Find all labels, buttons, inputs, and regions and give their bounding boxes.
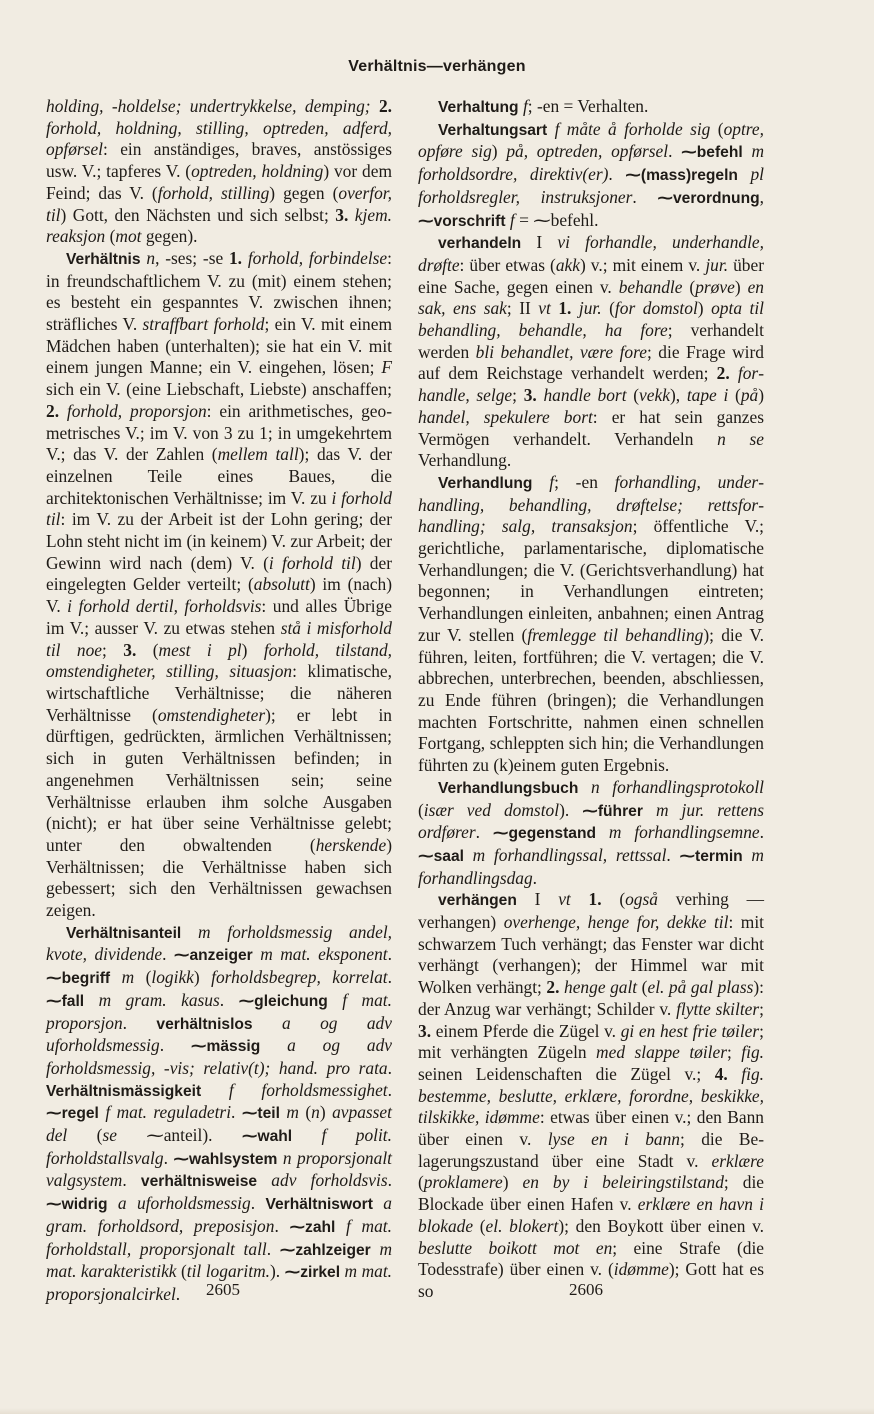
entry-text: ): der Anzug war verhängt; Schilder v. (418, 977, 765, 1019)
entry-text: . (266, 1238, 280, 1259)
translation-text: på (740, 385, 759, 406)
entry-text: ) vor dem Feind; das V. ( (46, 161, 392, 203)
entry-text: ( (418, 799, 424, 820)
entry-text: ( (682, 276, 696, 297)
entry-text (110, 967, 121, 987)
translation-text: el. blokert (485, 1215, 559, 1236)
translation-text: n se (717, 428, 765, 449)
entry-text: ); das V. der einzelnen Teile eines Baues, die architektonischen Verhältnisse; im V. zu (46, 444, 393, 508)
entry-text: ) gegen ( (269, 182, 339, 203)
entry-text: ) (491, 141, 507, 162)
entry-text: . (387, 1057, 392, 1078)
entry-text: ); die V. führen, leiten, fortführen; die V. vertagen; die V. abbrechen, unterbrechen, beenden, abschliessen, zu Ende führen (bringen); die Verhandlungen machten Fortschritte, nahmen einen schnellen Fortgang, schleppten sich hin; die Verhandlungen führten zu (k)einem guten Ergebnis. (418, 624, 764, 776)
translation-text: forhold, stilling (157, 182, 270, 203)
entry-text (328, 990, 342, 1010)
headword: Verhaltung (438, 99, 519, 116)
entry-text (532, 472, 549, 492)
translation-text: a gram. forholdsord, preposisjon (46, 1193, 392, 1236)
translation-text: forhold, tilstand, omstendigheter, stilling, situasjon (46, 639, 393, 682)
entry-text: ; eine Strafe (die Todesstrafe) über einen v. ( (418, 1237, 764, 1280)
entry-text: I (516, 889, 559, 910)
entry-text: ( (626, 385, 640, 406)
entry-text: ; ein V. mit einem Mädchen haben (unterhalten); sie hat ein V. mit einem jungen Manne; ein V. eingehen, lösen; (46, 314, 392, 378)
translation-text: a uforholdsmessig (117, 1193, 251, 1214)
translation-text: f (549, 471, 555, 492)
entry-text (108, 1193, 118, 1213)
entry-text: ( (601, 889, 626, 910)
sense-number: 2. (46, 400, 60, 421)
headword: ⁓gleichung (238, 992, 328, 1010)
page-edge (0, 1408, 874, 1414)
translation-text: i forhold til (46, 487, 392, 530)
sense-number: 1. (228, 247, 243, 268)
headword: ⁓wahlsystem (173, 1150, 278, 1168)
translation-text: mest i pl (158, 639, 242, 660)
entry-text: ( (105, 226, 116, 247)
headword: verhältnislos (156, 1015, 253, 1033)
entry-text: Verhandlung. (418, 450, 512, 471)
dictionary-entry (418, 232, 764, 472)
translation-text: en sak, ens sak (418, 276, 764, 319)
translation-text: m mat. proporsjonalcirkel (46, 1261, 392, 1304)
translation-text: en by i beleiringstilstand (522, 1172, 724, 1193)
translation-text: vi forhandle, underhandle, drøfte (418, 232, 764, 275)
entry-text: ) Gott, den Nächsten und sich selbst; (60, 204, 336, 225)
translation-text: omstendigheter (157, 704, 266, 725)
translation-text: vt (538, 298, 551, 319)
translation-text: vt (558, 889, 571, 910)
translation-text: jur. (705, 254, 729, 275)
entry-text: ) (758, 385, 765, 406)
sense-number: 2. (378, 96, 392, 116)
translation-text: akk (555, 254, 580, 275)
entry-text: ) (193, 967, 212, 988)
entry-text: . (250, 1193, 266, 1214)
headword: ⁓vorschrift (418, 212, 506, 230)
entry-text: , (759, 186, 764, 207)
entry-text: . (608, 164, 626, 185)
translation-text: opta til behandling, behandle, ha fore (418, 298, 765, 341)
translation-text: for domstol (614, 298, 698, 319)
entry-text: . (666, 844, 680, 865)
translation-text: logikk (151, 967, 194, 988)
entry-text: gegen). (141, 226, 198, 247)
translation-text: n proporsjonalt valgsystem (46, 1147, 392, 1191)
entry-text: einem Pferde die Zügel v. (431, 1020, 621, 1041)
translation-text: el. på gal plass (647, 977, 754, 998)
entry-text: ) (734, 276, 748, 297)
sense-number: 3. (523, 385, 537, 406)
translation-text: forholdsbegrep, korrelat (211, 967, 388, 988)
headword: Verhältniswort (265, 1196, 373, 1214)
translation-text: avpasset del (46, 1102, 392, 1146)
entry-text: ( (473, 1215, 486, 1236)
entry-text: ; öffentliche V.; gerichtliche, parlamentarische, diplomatische Verhandlungen; die V. (Gerichtsverhandlung) hat begonnen; in Verhandlungen eintreten; Verhandlungen einleiten, anbahnen; einen Antrag zur V. stellen ( (418, 516, 765, 645)
sense-number: 1. (588, 889, 602, 910)
translation-text: mot (115, 226, 142, 247)
entry-text: ; verhandelt werden (418, 320, 764, 362)
entry-text: ⁓anteil). (116, 1125, 242, 1146)
entry-text: ( (134, 967, 152, 988)
headword: ⁓mässig (190, 1038, 261, 1056)
entry-text: sich ein V. (eine Liebschaft, Liebste) anschaffen; (46, 379, 392, 400)
dictionary-entry (46, 248, 392, 922)
translation-text: idømme (613, 1259, 669, 1280)
entry-text: ). (559, 799, 583, 820)
translation-text: mellem tall (217, 444, 299, 465)
translation-text: n forhandlingsprotokoll (590, 776, 764, 797)
dictionary-entry (418, 96, 764, 119)
entry-text: : ein arithmetisches, geometrisches V.; im V. von 3 zu 1; in umgekehrtem V.; das V. der Zahlen ( (46, 400, 392, 465)
translation-text: absolutt (253, 574, 310, 595)
entry-text: ); den Boykott über einen v. (558, 1215, 764, 1236)
translation-text: se (102, 1125, 117, 1146)
entry-text: ( (601, 298, 615, 319)
headword: ⁓widrig (46, 1196, 108, 1214)
translation-text: fig. (741, 1042, 764, 1063)
entry-text: ( (710, 118, 724, 139)
headword: ⁓begriff (46, 970, 111, 988)
headword: ⁓fall (46, 992, 85, 1010)
dictionary-entry (418, 119, 764, 233)
sense-number: 3. (123, 639, 137, 660)
page-number-left: 2605 (206, 1280, 240, 1299)
translation-text: m (286, 1102, 299, 1123)
sense-number: 1. (558, 298, 572, 319)
headword: ⁓befehl (681, 144, 743, 162)
headword: Verhandlungsbuch (438, 779, 579, 797)
entry-text: . (532, 867, 538, 888)
entry-text: ) im (nach) V. (46, 574, 392, 617)
entry-text: ( (67, 1125, 103, 1146)
entry-text (571, 889, 589, 909)
dictionary-entry (46, 922, 392, 1306)
entry-text: ) (319, 1102, 333, 1123)
translation-text: overfor, til (46, 182, 392, 225)
translation-text: lyse en i bann (547, 1129, 680, 1150)
translation-text: tape i (686, 385, 729, 406)
entry-text (257, 1170, 271, 1190)
entry-text: : in freundschaftlichem V. zu (mit) einem stehen; es besteht ein gespanntes V. zwischen ihnen; sträfliches V. (46, 247, 392, 335)
entry-text: verhing — verhangen) (418, 889, 764, 933)
sense-number: 3. (335, 204, 349, 225)
entry-text: ; die Frage wird auf dem Reichstage verhandelt werden; (418, 341, 764, 384)
headword: ⁓termin (679, 847, 743, 865)
entry-text: ) v.; mit einem v. (579, 254, 706, 275)
entry-text: ), (669, 385, 687, 406)
entry-text: . (159, 1035, 191, 1056)
entry-text (260, 1035, 287, 1055)
entry-text: : und alles Übrige im V.; ausser V. zu etwas stehen (46, 596, 393, 638)
translation-text: a og adv uforholdsmessig (46, 1012, 392, 1056)
entry-text (728, 1064, 742, 1084)
translation-text: erklære en havn i blokade (418, 1194, 764, 1236)
entry-text: I (521, 232, 558, 253)
dictionary-entry (418, 777, 764, 890)
translation-text: forhold, holdning, stilling, optreden, adferd, opførsel (46, 117, 392, 160)
translation-text: holding, -holdelse; undertrykkelse, demping; (46, 96, 371, 116)
entry-text: , -ses; -se (155, 247, 229, 268)
translation-text: m forhandlingsemne (608, 822, 760, 843)
entry-text: ) (502, 1172, 523, 1193)
headword: ⁓zahl (289, 1218, 336, 1236)
translation-text: m forholdsordre, direktiv(er) (418, 141, 764, 185)
entry-text: : im V. zu der Arbeit ist der Lohn gering; der Lohn steht nicht im (in keinem) V. zur Arbeit; der Gewinn wird nach (dem) V. ( (46, 509, 392, 573)
translation-text: stå i misforhold til noe (46, 617, 392, 660)
translation-text: n (311, 1102, 320, 1123)
translation-text: f forholdsmessighet (228, 1079, 388, 1100)
entry-text: . (387, 1079, 392, 1100)
entry-text: ) der eingelegten Gelder verteilt; ( (46, 552, 392, 595)
entry-text: ; die Blockade über einen Hafen v. (418, 1172, 765, 1215)
entry-text: . (162, 944, 174, 965)
entry-text: . (122, 1012, 157, 1033)
entry-text: seinen Leidenschaften die Zügel v.; (418, 1063, 715, 1084)
translation-text: erklære (711, 1150, 764, 1171)
translation-text: m gram. kasus (98, 989, 220, 1010)
entry-text: ( (728, 385, 741, 406)
translation-text: f mat. proporsjon (46, 989, 392, 1033)
entry-text (596, 822, 609, 842)
translation-text: i forhold til (268, 552, 356, 573)
entry-text: ) (241, 639, 264, 660)
translation-text: kjem. reaksjon (46, 204, 392, 247)
headword: ⁓(mass)regeln (625, 167, 738, 185)
translation-text: adv forholdsvis (271, 1170, 388, 1191)
translation-text: f mat. reguladetri (105, 1102, 232, 1123)
headword: ⁓wahl (241, 1128, 293, 1146)
translation-text: m mat. eksponent (260, 944, 388, 965)
translation-text: fremlegge til behandling (527, 624, 704, 645)
entry-text: ; mit verhängten Zügeln (418, 1020, 764, 1063)
sense-number: 2. (716, 363, 730, 384)
translation-text: handle bort (543, 385, 627, 406)
translation-text: flytte skilter (676, 998, 760, 1019)
entry-text: . (219, 989, 239, 1010)
translation-text: a og adv forholdsmessig, -vis; relativ(t); hand. pro rata (46, 1035, 392, 1078)
translation-text: optre, opføre sig (418, 118, 764, 162)
headword: ⁓saal (418, 847, 464, 865)
dictionary-entry (418, 472, 764, 777)
headword: Verhältnismässigkeit (46, 1082, 202, 1100)
headword: Verhältnisanteil (66, 924, 182, 942)
entry-text: : mit schwarzem Tuch verhängt; das Fenster war dicht verhängt (verhangen); der Himmel war mit Wolken verhängt; (418, 912, 764, 998)
sense-number: 2. (546, 977, 560, 998)
entry-text: . (387, 944, 392, 965)
translation-text: f mat. forholdstall, proporsjonalt tall (46, 1215, 392, 1259)
translation-text: f (509, 209, 515, 230)
headword: ⁓anzeiger (173, 947, 253, 965)
entry-text (547, 119, 554, 139)
entry-text: ; (102, 639, 124, 660)
headword: verhandeln (438, 235, 522, 253)
headword: ⁓teil (241, 1105, 280, 1123)
entry-text: . (759, 822, 764, 843)
translation-text: beslutte boikott mot en (418, 1237, 613, 1258)
translation-text: herskende (315, 834, 387, 855)
translation-text: forhandle, selge (418, 363, 764, 406)
entry-text (571, 298, 579, 318)
translation-text: handel, spekulere bort (418, 406, 593, 427)
translation-text: henge galt (564, 977, 638, 998)
translation-text: m mat. karakteristikk (46, 1238, 392, 1282)
entry-text (730, 363, 738, 383)
entry-text (292, 1125, 321, 1145)
translation-text: med slappe tøiler (596, 1042, 727, 1063)
entry-text: ); Gott hat es so (418, 1259, 764, 1301)
translation-text: jur. (578, 298, 602, 319)
translation-text: også (625, 889, 658, 910)
entry-text (373, 1193, 383, 1213)
entry-text: ); er lebt in dürftigen, gedrückten, ärmlichen Verhältnissen; sich in guten Verhältnissen befinden; in angenehmen Verhältnissen sein; seine Verhältnisse erlauben ihm solche Ausgaben (nicht); er hat über seine Verhältnisse gelebt; unter den obwaltenden ( (46, 704, 393, 855)
translation-text: straffbart forhold (142, 314, 265, 335)
entry-text: ( (136, 639, 159, 660)
entry-text: . (274, 1215, 290, 1236)
entry-text: ( (637, 977, 648, 998)
translation-text: forhold, forbindelse (247, 247, 388, 268)
entry-text: ). (269, 1261, 285, 1282)
entry-text: : klimatische, wirtschaftliche Verhältnisse; die näheren Verhältnisse ( (46, 661, 392, 725)
translation-text: behandle (618, 276, 683, 297)
translation-text: f måte å forholde sig (554, 118, 711, 139)
translation-text: m forhandlingsdag (418, 844, 764, 888)
translation-text: proklamere (423, 1172, 503, 1193)
headword: ⁓verordnung (657, 189, 760, 207)
headword: Verhaltungsart (438, 121, 548, 139)
headword: verhängen (438, 892, 517, 910)
translation-text: prøve (695, 276, 735, 297)
entry-text: ; -en = Verhalten. (527, 96, 649, 116)
entry-text: ; (512, 385, 524, 406)
translation-text: bli behandlet, være fore (475, 341, 647, 362)
headword: ⁓gegenstand (492, 825, 597, 843)
translation-text: gi en hest frie tøiler (620, 1020, 760, 1041)
page-number-right: 2606 (569, 1280, 603, 1299)
translation-text: F (381, 357, 392, 378)
entry-text: ( (298, 1102, 312, 1123)
entry-text (738, 164, 751, 184)
headword: ⁓regel (46, 1105, 99, 1123)
entry-text: . (387, 1170, 392, 1191)
entry-text (181, 922, 198, 942)
entry-text: . (175, 1283, 181, 1304)
entry-text: = ⁓befehl. (514, 209, 599, 230)
entry-text: . (387, 967, 392, 988)
entry-text (371, 96, 379, 116)
entry-text: : etwas über einen v.; den Bann über einen v. (418, 1107, 765, 1150)
left-column (46, 96, 392, 1306)
translation-text: forhandling, underhandling, behandling, drøftelse; rettsforhandling; salg, transaksjon (418, 471, 764, 537)
entry-text (201, 1080, 229, 1100)
translation-text: til logaritm. (186, 1261, 270, 1282)
entry-text (253, 1013, 282, 1033)
entry-text: ( (176, 1261, 187, 1282)
translation-text: i forhold dertil, forholdsvis (67, 596, 262, 617)
translation-text: f polit. forholdstallsvalg (46, 1125, 392, 1168)
translation-text: optreden, holdning (191, 161, 324, 182)
translation-text: n (146, 247, 156, 268)
translation-text: f (522, 96, 528, 116)
entry-text (643, 800, 656, 820)
running-head: Verhältnis—verhängen (348, 58, 526, 75)
headword: verhältnisweise (140, 1173, 258, 1191)
entry-text: ; II (506, 298, 539, 319)
entry-text: ; die Belagerungszustand über eine Stadt v. (418, 1129, 765, 1171)
entry-text (578, 777, 591, 797)
entry-text: : er hat sein ganzes Vermögen verhandelt. Verhandeln (418, 406, 764, 449)
right-column (418, 96, 764, 1303)
translation-text: pl forholdsregler, instruksjoner (418, 164, 764, 207)
sense-number: 3. (418, 1020, 432, 1041)
headword: ⁓zirkel (284, 1264, 341, 1282)
headword: Verhandlung (438, 474, 533, 492)
translation-text: m forhandlingssal, rettssal (472, 844, 667, 865)
entry-text (84, 990, 98, 1010)
translation-text: især ved domstol (423, 799, 560, 820)
entry-text: ) (697, 298, 712, 319)
translation-text: vekk (639, 385, 670, 406)
translation-text: m forholdsmessig andel, kvote, dividende (46, 921, 392, 965)
headword: Verhältnis (66, 250, 141, 268)
entry-text (59, 401, 67, 421)
headword: ⁓zahlzeiger (279, 1241, 371, 1259)
entry-text: . (122, 1170, 141, 1191)
entry-text: . (163, 1147, 174, 1168)
entry-text: : ein anständiges, braves, anstössiges usw. V.; tapferes V. ( (46, 139, 392, 182)
entry-text: . (475, 822, 493, 843)
entry-text: ; (727, 1042, 742, 1063)
headword: ⁓führer (582, 802, 643, 820)
translation-text: overhenge, henge for, dekke til (503, 912, 729, 933)
dictionary-entry (46, 96, 392, 248)
entry-text: : über etwas ( (459, 254, 556, 275)
entry-text (464, 845, 473, 865)
translation-text: m (121, 967, 135, 988)
translation-text: forhold, proporsjon (66, 400, 207, 421)
entry-text: . (231, 1102, 242, 1123)
entry-text: ) Verhältnissen; die Verhältnisse haben sich gebessert; sich den Verhältnissen gewachsen zeigen. (46, 834, 392, 921)
sense-number: 4. (714, 1063, 728, 1084)
entry-text: . (632, 186, 658, 207)
translation-text: m jur. rettens ordfører (418, 799, 764, 843)
entry-text: ; (759, 998, 764, 1019)
translation-text: på, optreden, opførsel (506, 141, 669, 162)
entry-text: über eine Sache, gegen einen v. (418, 254, 764, 297)
entry-text: ( (418, 1172, 424, 1193)
entry-text: ; -en (554, 471, 615, 492)
entry-text (335, 1216, 346, 1236)
dictionary-entry (418, 889, 764, 1302)
translation-text: fig. bestemme, beslutte, erklære, forordne, beskikke, tilskikke, idømme (418, 1063, 764, 1128)
entry-text: . (668, 141, 682, 162)
